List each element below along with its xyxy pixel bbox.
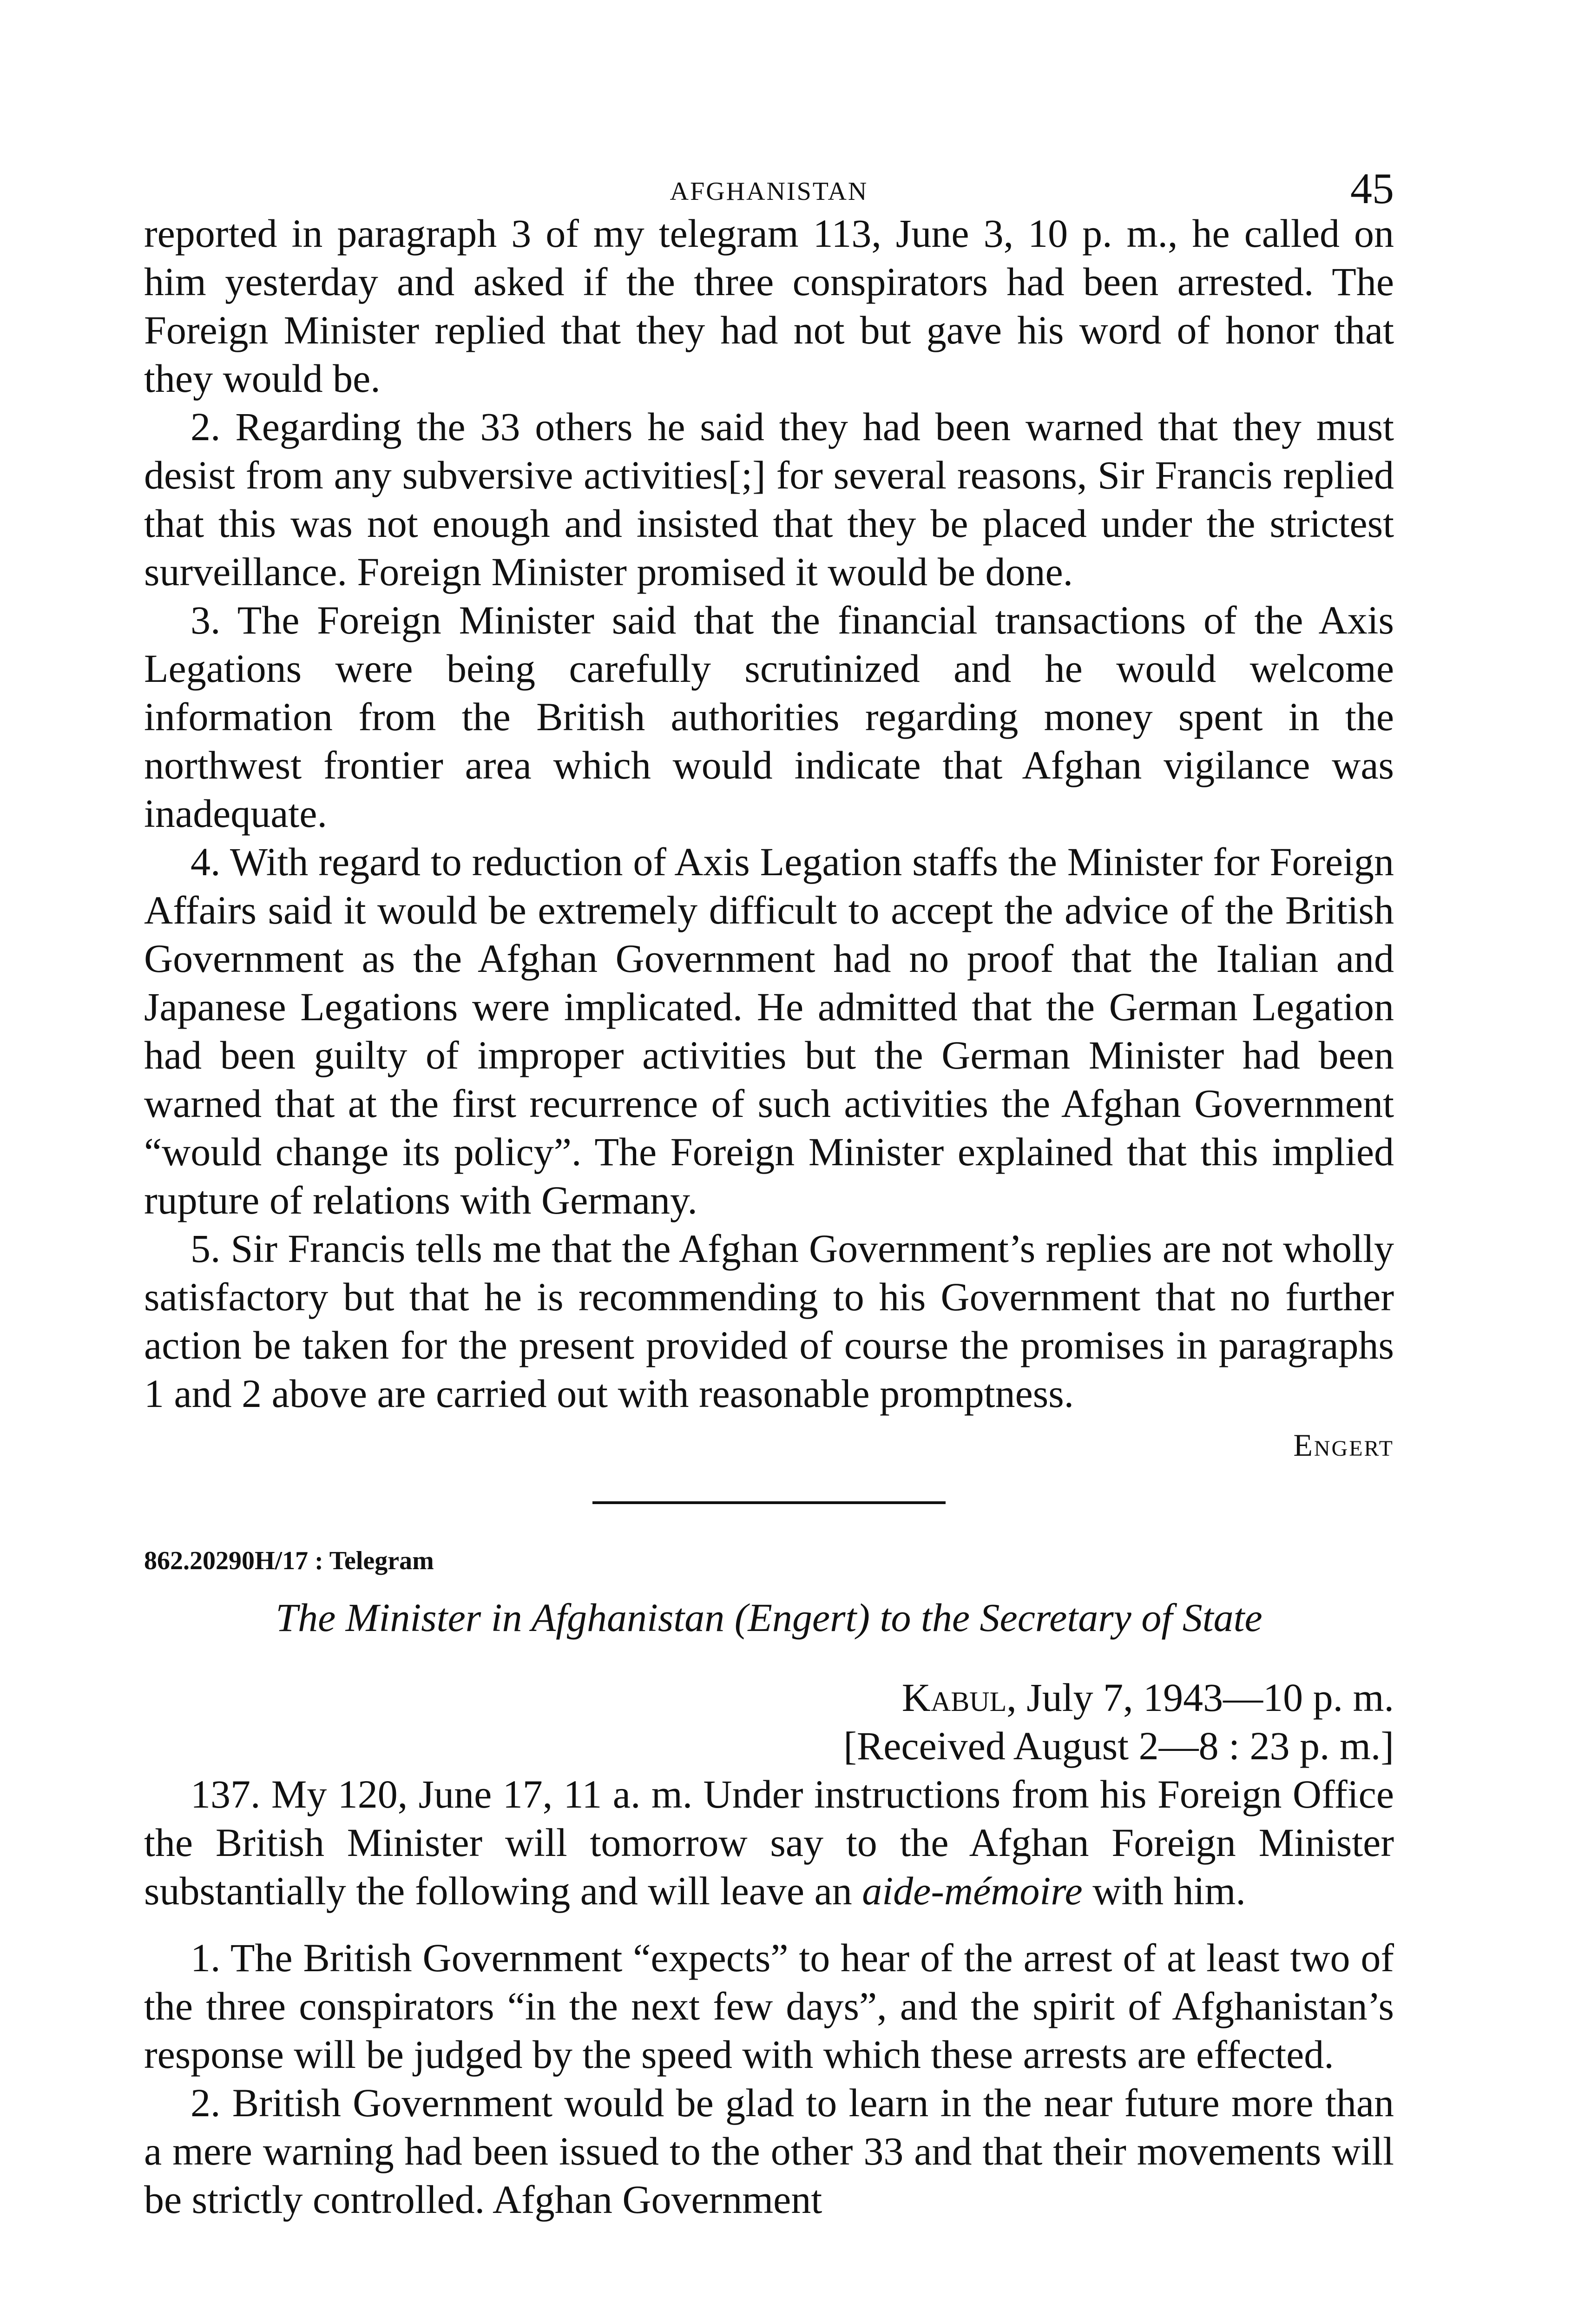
paragraph-3: 3. The Foreign Minister said that the financial transactions of the Axis Legations were being carefully scrutinized and he would welcome information from the British authorities regarding money spent in the northwest frontier area which would indicate that Afghan vigilance was inadequate.: [144, 598, 1394, 836]
running-head: AFGHANISTAN: [670, 177, 868, 206]
dateline-date: , July 7, 1943—10 p. m.: [1006, 1675, 1394, 1720]
aide-memoire-term: aide-mémoire: [862, 1868, 1083, 1913]
dateline: [144, 1673, 1394, 1770]
file-reference: 862.20290H/17 : Telegram: [144, 1546, 434, 1575]
document-title: The Minister in Afghanistan (Engert) to the Secretary of State: [276, 1595, 1262, 1640]
paragraph-5: 5. Sir Francis tells me that the Afghan Government’s replies are not wholly satisfactory but that he is recommending to his Government that no further action be taken for the present provided of course the promises in paragraphs 1 and 2 above are carried out with reasonable promptness.: [144, 1226, 1394, 1416]
page-number: 45: [1350, 165, 1394, 213]
dateline-received: [Received August 2—8 : 23 p. m.]: [843, 1723, 1394, 1768]
list-item: 1. The British Government “expects” to hear of the arrest of at least two of the three conspirators “in the next few days”, and the spirit of Afghanistan’s response will be judged by the speed with which these arrests are effected.: [144, 1935, 1394, 2077]
section-divider: [592, 1501, 946, 1504]
signature: Engert: [1293, 1427, 1394, 1463]
telegram-opening-tail: with him.: [1082, 1868, 1246, 1913]
telegram-opening: [144, 1770, 1394, 1915]
section-1: [144, 209, 1394, 1418]
paragraph-4: 4. With regard to reduction of Axis Legation staffs the Minister for Foreign Affairs said it would be extremely difficult to accept the advice of the British Government as the Afghan Government had no proof that the Italian and Japanese Legations were implicated. He admitted that the German Legation had been guilty of improper activities but the German Minister had been warned that at the first recurrence of such activities the Afghan Government “would change its policy”. The Foreign Minister explained that this implied rupture of relations with Germany.: [144, 839, 1394, 1222]
page-header: [144, 153, 1394, 213]
dateline-sent: [144, 1673, 1394, 1722]
spacer: [144, 1915, 1394, 1934]
paragraph-2: 2. Regarding the 33 others he said they had been warned that they must desist from any subversive activities[;] for several reasons, Sir Francis replied that this was not enough and insisted that they be placed under the strictest surveillance. Foreign Minister promised it would be done.: [144, 404, 1394, 594]
dateline-place: Kabul: [901, 1675, 1007, 1720]
list-item: 2. British Government would be glad to learn in the near future more than a mere warning had been issued to the other 33 and that their movements will be strictly controlled. Afghan Government: [144, 2080, 1394, 2222]
section-2-body: [144, 1770, 1394, 2224]
telegram-opening-text: 137. My 120, June 17, 11 a. m. Under instructions from his Foreign Office the British Minister will tomorrow say to the Afghan Foreign Minister substantially the following and will leave an: [144, 1772, 1394, 1913]
paragraph-continuation: reported in paragraph 3 of my telegram 113, June 3, 10 p. m., he called on him yesterday and asked if the three conspirators had been arrested. The Foreign Minister replied that they had not but gave his word of honor that they would be.: [144, 211, 1394, 401]
page: [144, 153, 1394, 2224]
